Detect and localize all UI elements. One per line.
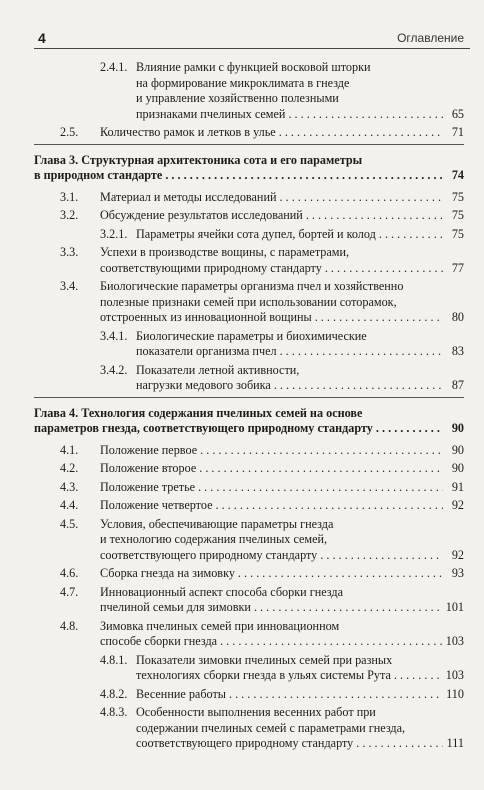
toc-entry-line-text: признаками пчелиных семей xyxy=(136,106,286,121)
toc-entry-title xyxy=(136,363,464,394)
table-of-contents xyxy=(34,60,464,755)
toc-entry[interactable] xyxy=(34,619,464,650)
toc-entry-line xyxy=(136,329,464,345)
toc-entry[interactable] xyxy=(34,125,464,141)
toc-entry-title xyxy=(136,60,464,122)
toc-entry-line-text: Показатели летной активности, xyxy=(136,362,300,377)
toc-page-number: 75 xyxy=(451,208,464,222)
toc-entry-title xyxy=(100,566,464,582)
toc-entry-line xyxy=(100,443,464,459)
dot-leader xyxy=(199,461,443,477)
toc-entry-line xyxy=(136,736,464,752)
toc-page-number: 80 xyxy=(451,310,464,324)
dot-leader xyxy=(288,107,443,123)
toc-entry-line xyxy=(100,125,464,141)
toc-entry-line-text: показатели организма пчел xyxy=(136,344,277,358)
running-title: Оглавление xyxy=(397,31,464,45)
toc-entry-line-text: Зимовка пчелиных семей при инновационном xyxy=(100,618,340,633)
toc-entry-line-text: Влияние рамки с функцией восковой шторки xyxy=(136,60,371,74)
toc-entry-line xyxy=(100,310,464,326)
toc-entry[interactable] xyxy=(34,245,464,276)
toc-entry[interactable] xyxy=(34,705,464,752)
dot-leader xyxy=(165,168,443,184)
toc-entry-title xyxy=(100,480,464,496)
page-number: 4 xyxy=(38,30,46,46)
toc-page-number: 103 xyxy=(445,668,464,682)
toc-page-number: 75 xyxy=(451,189,464,204)
toc-entry[interactable] xyxy=(34,687,464,703)
toc-entry-line-text: Положение второе xyxy=(100,461,197,475)
toc-entry[interactable] xyxy=(34,329,464,360)
toc-entry-number: 3.4. xyxy=(60,279,79,293)
toc-entry-line-text: содержании пчелиных семей с параметрами гнезда, xyxy=(136,720,406,735)
toc-entry-line-text: параметров гнезда, соответствующего природному стандарту xyxy=(34,421,373,435)
toc-entry-number: 4.8.1. xyxy=(100,652,128,667)
toc-entry-line xyxy=(136,76,464,92)
toc-entry[interactable] xyxy=(34,443,464,459)
toc-page-number: 110 xyxy=(446,686,464,701)
toc-page-number: 71 xyxy=(451,125,464,139)
toc-entry-line-text: Параметры ячейки сота дупел, бортей и колод xyxy=(136,226,376,241)
toc-entry-line xyxy=(100,190,464,206)
toc-entry-number: 3.4.1. xyxy=(100,328,128,343)
toc-entry[interactable] xyxy=(34,585,464,616)
toc-entry[interactable] xyxy=(34,566,464,582)
toc-entry-title xyxy=(34,153,464,184)
dot-leader xyxy=(198,480,443,496)
toc-entry-line xyxy=(100,585,464,601)
toc-entry-line xyxy=(136,721,464,737)
toc-entry-line xyxy=(100,208,464,224)
toc-entry-title xyxy=(100,585,464,616)
toc-entry[interactable] xyxy=(34,498,464,514)
dot-leader xyxy=(306,208,443,224)
toc-chapter-entry[interactable] xyxy=(34,153,464,184)
toc-entry-line-text: Глава 3. Структурная архитектоника сота и его параметры xyxy=(34,152,363,167)
toc-entry-line xyxy=(100,566,464,582)
toc-entry-title xyxy=(136,653,464,684)
toc-entry-number: 4.8. xyxy=(60,618,79,633)
toc-entry[interactable] xyxy=(34,279,464,326)
toc-entry-number: 4.7. xyxy=(60,584,79,599)
dot-leader xyxy=(315,310,443,326)
toc-page-number: 101 xyxy=(445,600,464,614)
toc-entry-line-text: соответствующего природному стандарту xyxy=(100,547,318,562)
toc-entry-line-text: Инновационный аспект способа сборки гнезда xyxy=(100,584,343,599)
toc-entry-line xyxy=(100,548,464,564)
toc-entry-number: 3.4.2. xyxy=(100,362,128,377)
toc-entry-number: 4.4. xyxy=(60,498,79,512)
toc-entry-line-text: Положение первое xyxy=(100,442,198,457)
toc-entry-line-text: Весенние работы xyxy=(136,686,226,701)
dot-leader xyxy=(238,566,443,582)
dot-leader xyxy=(274,378,443,394)
toc-entry-line-text: в природном стандарте xyxy=(34,168,163,182)
toc-entry-line xyxy=(100,245,464,261)
toc-entry-line xyxy=(100,498,464,514)
toc-page-number: 65 xyxy=(451,106,464,121)
toc-entry-line xyxy=(100,634,464,650)
toc-entry-line-text: и управление хозяйственно полезными xyxy=(136,91,339,105)
toc-entry-line-text: Обсуждение результатов исследований xyxy=(100,208,303,222)
dot-leader xyxy=(356,736,443,752)
toc-page-number: 90 xyxy=(451,421,464,435)
toc-entry-line-text: Положение третье xyxy=(100,479,196,494)
toc-entry-title xyxy=(34,406,464,437)
toc-page-number: 92 xyxy=(451,547,464,562)
toc-entry-title xyxy=(136,227,464,243)
toc-entry-line xyxy=(100,295,464,311)
toc-page-number: 90 xyxy=(451,442,464,457)
toc-entry-title xyxy=(100,443,464,459)
toc-entry-number: 4.8.2. xyxy=(100,686,128,701)
toc-entry-title xyxy=(136,687,464,703)
toc-entry-line-text: Особенности выполнения весенних работ при xyxy=(136,705,376,719)
toc-page-number: 77 xyxy=(451,260,464,275)
toc-entry-line xyxy=(136,227,464,243)
toc-entry-number: 4.3. xyxy=(60,479,79,494)
toc-entry[interactable] xyxy=(34,60,464,122)
toc-page-number: 91 xyxy=(451,479,464,494)
toc-entry-line xyxy=(100,532,464,548)
toc-entry[interactable] xyxy=(34,190,464,206)
toc-entry-line xyxy=(34,153,464,169)
toc-entry-line-text: Глава 4. Технология содержания пчелиных семей на основе xyxy=(34,405,363,420)
toc-entry-number: 3.3. xyxy=(60,245,79,259)
dot-leader xyxy=(254,600,443,616)
toc-entry-title xyxy=(100,279,464,326)
toc-entry[interactable] xyxy=(34,653,464,684)
toc-page-number: 75 xyxy=(451,226,464,241)
dot-leader xyxy=(229,687,443,703)
toc-entry-line xyxy=(100,480,464,496)
toc-entry-line xyxy=(136,378,464,394)
toc-entry-line-text: соответствующего природному стандарту xyxy=(136,736,354,750)
toc-entry-line-text: пчелиной семьи для зимовки xyxy=(100,600,251,614)
toc-entry-line xyxy=(34,421,464,437)
toc-entry-line-text: нагрузки медового зобика xyxy=(136,378,271,392)
toc-entry-line xyxy=(136,668,464,684)
toc-entry-number: 2.5. xyxy=(60,125,79,139)
toc-entry[interactable] xyxy=(34,208,464,224)
toc-entry-number: 4.5. xyxy=(60,516,79,531)
toc-page-number: 83 xyxy=(451,344,464,358)
toc-entry-line-text: технологиях сборки гнезда в ульях системы Рута xyxy=(136,668,391,682)
toc-entry-line-text: Материал и методы исследований xyxy=(100,189,277,204)
toc-entry-title xyxy=(100,245,464,276)
toc-entry-title xyxy=(136,329,464,360)
dot-leader xyxy=(325,261,443,277)
toc-entry-line xyxy=(100,600,464,616)
toc-page-number: 74 xyxy=(451,168,464,182)
dot-leader xyxy=(200,443,443,459)
toc-entry-line xyxy=(136,653,464,669)
toc-entry-line-text: Условия, обеспечивающие параметры гнезда xyxy=(100,516,334,531)
toc-page-number: 93 xyxy=(451,566,464,580)
toc-entry-number: 3.1. xyxy=(60,189,79,204)
dot-leader xyxy=(280,344,443,360)
toc-entry-line-text: отстроенных из инновационной вощины xyxy=(100,310,312,324)
toc-entry-number: 4.6. xyxy=(60,566,79,580)
toc-entry-line-text: Биологические параметры организма пчел и хозяйственно xyxy=(100,279,404,293)
toc-entry-line xyxy=(100,517,464,533)
toc-entry-number: 4.8.3. xyxy=(100,705,128,719)
toc-entry-line-text: Показатели зимовки пчелиных семей при разных xyxy=(136,652,393,667)
toc-entry-line-text: и технологию содержания пчелиных семей, xyxy=(100,532,328,546)
toc-entry-line xyxy=(136,60,464,76)
toc-page-number: 111 xyxy=(446,736,464,750)
toc-entry-line xyxy=(136,107,464,123)
toc-entry-number: 2.4.1. xyxy=(100,60,128,74)
toc-entry-number: 3.2.1. xyxy=(100,226,128,241)
toc-entry[interactable] xyxy=(34,363,464,394)
toc-chapter-entry[interactable] xyxy=(34,406,464,437)
toc-entry-number: 4.1. xyxy=(60,442,79,457)
toc-entry-line-text: соответствующими природному стандарту xyxy=(100,260,322,275)
dot-leader xyxy=(320,548,443,564)
toc-entry-line xyxy=(136,91,464,107)
toc-entry-line-text: Количество рамок и летков в улье xyxy=(100,125,276,139)
toc-entry-title xyxy=(136,705,464,752)
toc-entry-number: 4.2. xyxy=(60,461,79,475)
toc-page-number: 92 xyxy=(451,498,464,512)
toc-entry-line xyxy=(136,705,464,721)
chapter-divider xyxy=(34,397,464,398)
dot-leader xyxy=(379,227,443,243)
chapter-divider xyxy=(34,144,464,145)
dot-leader xyxy=(394,668,443,684)
toc-entry[interactable] xyxy=(34,517,464,564)
toc-entry-line-text: способе сборки гнезда xyxy=(100,634,218,648)
toc-entry[interactable] xyxy=(34,461,464,477)
toc-entry-line xyxy=(100,261,464,277)
dot-leader xyxy=(215,498,443,514)
toc-entry-title xyxy=(100,461,464,477)
toc-page-number: 90 xyxy=(451,461,464,475)
toc-entry-line-text: на формирование микроклимата в гнезде xyxy=(136,75,350,90)
toc-entry-line xyxy=(136,687,464,703)
dot-leader xyxy=(220,634,443,650)
toc-entry-line-text: Сборка гнезда на зимовку xyxy=(100,566,235,580)
toc-entry-line-text: полезные признаки семей при использовании соторамок, xyxy=(100,294,397,309)
toc-page-number: 87 xyxy=(451,378,464,392)
toc-entry-title xyxy=(100,190,464,206)
dot-leader xyxy=(280,190,444,206)
page-header xyxy=(34,30,470,49)
toc-entry-title xyxy=(100,208,464,224)
toc-entry-line-text: Успехи в производстве вощины, с параметрами, xyxy=(100,245,350,259)
toc-page-number: 103 xyxy=(445,634,464,648)
toc-entry-line xyxy=(136,363,464,379)
toc-entry-line xyxy=(100,279,464,295)
toc-entry-line xyxy=(100,619,464,635)
toc-entry-line-text: Биологические параметры и биохимические xyxy=(136,328,367,343)
toc-entry-line xyxy=(100,461,464,477)
toc-entry-title xyxy=(100,619,464,650)
toc-entry-title xyxy=(100,517,464,564)
toc-entry-title xyxy=(100,498,464,514)
toc-entry-line xyxy=(34,168,464,184)
toc-entry-line-text: Положение четвертое xyxy=(100,498,213,512)
dot-leader xyxy=(376,421,443,437)
dot-leader xyxy=(279,125,443,141)
toc-entry[interactable] xyxy=(34,227,464,243)
toc-entry-number: 3.2. xyxy=(60,208,79,222)
toc-entry-line xyxy=(34,406,464,422)
toc-entry[interactable] xyxy=(34,480,464,496)
toc-entry-title xyxy=(100,125,464,141)
toc-entry-line xyxy=(136,344,464,360)
